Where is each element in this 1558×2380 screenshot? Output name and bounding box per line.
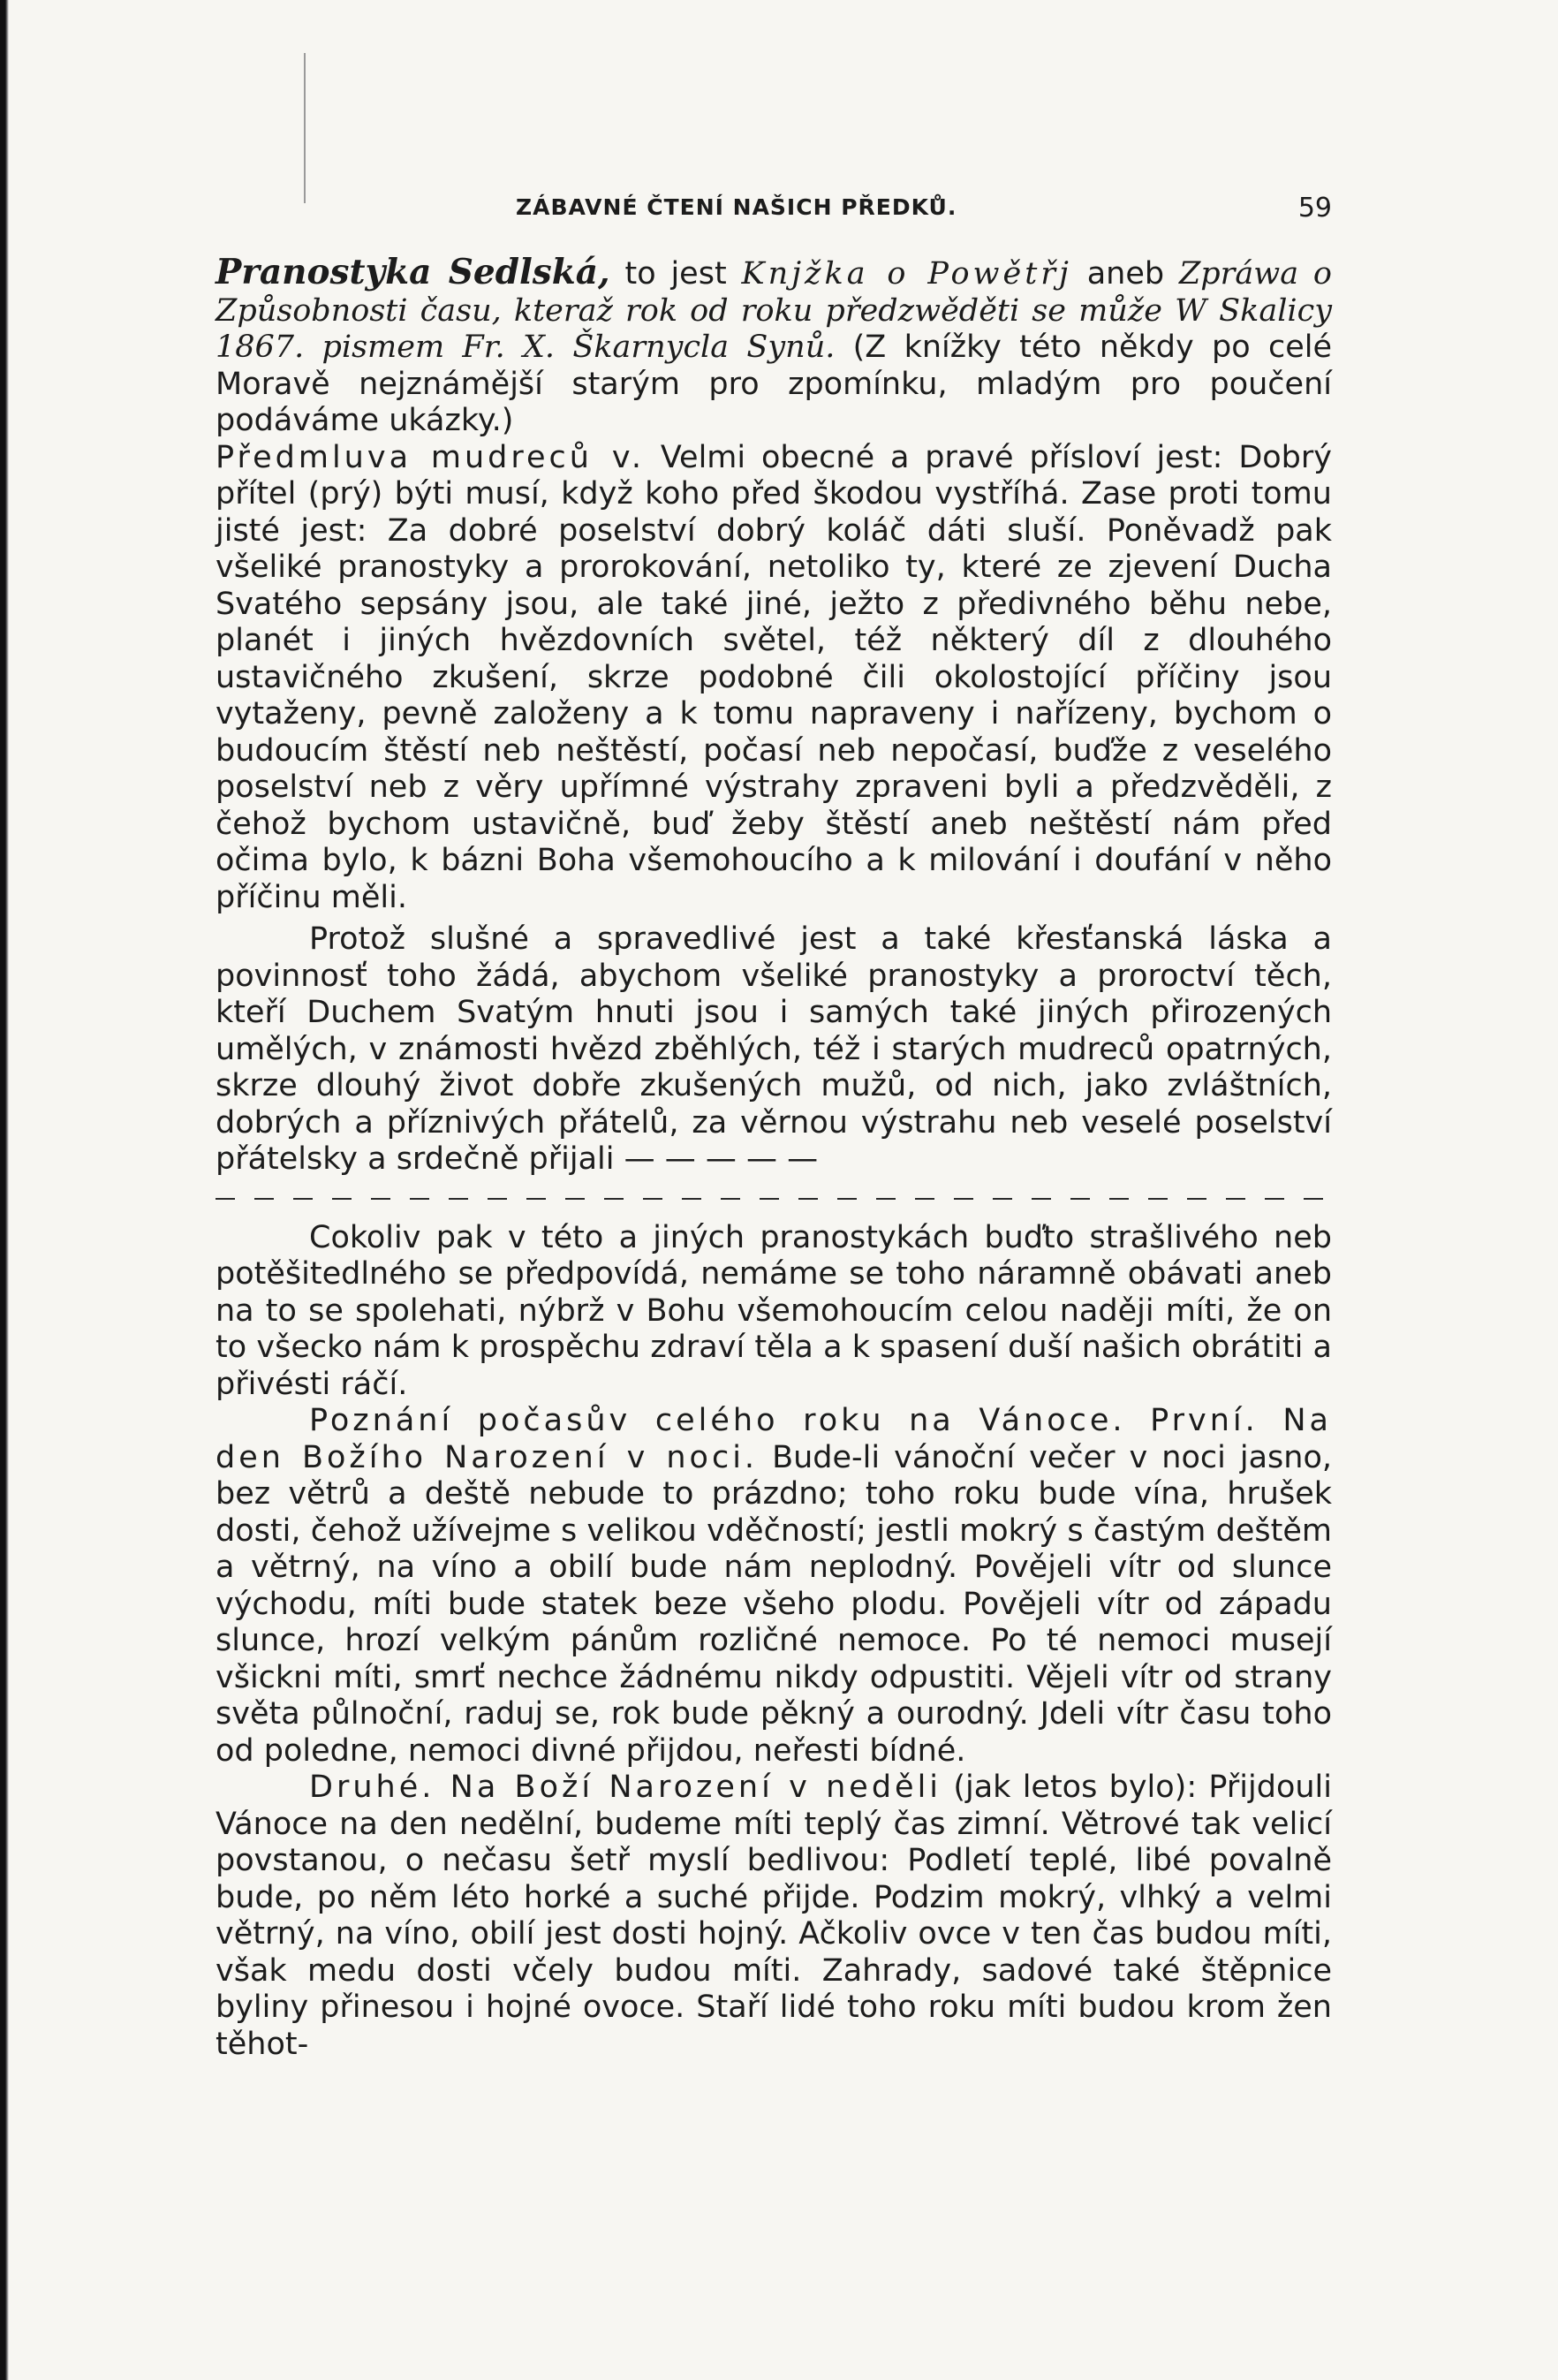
book-page <box>216 168 1332 2063</box>
page-body <box>216 254 1332 2063</box>
paragraph-2: Protož slušné a spravedlivé jest a také křesťanská láska a povinnosť toho žádá, abychom všeliké pranostyky a proroctví těch, kteří Duchem Svatým hnuti jsou i samých také jiných přirozených umělých, v známosti hvězd zběhlých, též i starých mudreců opatrných, skrze dlouhý život dobře zkušených mužů, od nich, jako zvláštních, dobrých a příznivých přátelů, za věrnou výstrahu neb veselé poselství přátelsky a srdečně přijali — — — — — <box>216 921 1332 1177</box>
dash-separator <box>216 1179 1332 1215</box>
title-connector-2: aneb <box>1071 256 1179 292</box>
section-1-text: Bude-li vánoční večer v noci jasno, bez větrů a deště nebude to prázdno; toho roku bude vína, hrušek dosti, čehož užívejme s velikou vděčností; jestli mokrý s častým deštěm a větrný, na víno a obilí bude nám neplodný. Povějeli vítr od slunce východu, míti bude statek beze všeho plodu. Povějeli vítr od západu slunce, hrozí velkým pánům rozličné nemoce. Po té nemoci musejí všickni míti, smrť nechce žádnému nikdy odpustiti. Vějeli vítr od strany světa půlnoční, raduj se, rok bude pěkný a ourodný. Jdeli vítr času toho od poledne, nemoci divné přijdou, neřesti bídné. <box>216 1439 1332 1769</box>
page-number: 59 <box>1297 193 1332 224</box>
editor-note: (Z knížky této někdy po celé Moravě nejznámější starým pro zpomínku, mladým pro poučení podáváme ukázky.) <box>216 330 1332 438</box>
section-2-text: (jak letos bylo): Přijdouli Vánoce na den nedělní, budeme míti teplý čas zimní. Větrové tak velicí povstanou, o nečasu šetř myslí bedlivou: Podletí teplé, libé povalně bude, po něm léto horké a suché přijde. Podzim mokrý, vlhký a velmi větrný, na víno, obilí jest dosti hojný. Ačkoliv ovce v ten čas budou míti, však medu dosti včely budou míti. Zahrady, sadové také štěpnice byliny přinesou i hojné ovoce. Staří lidé toho roku míti budou krom žen těhot- <box>216 1770 1332 2062</box>
section-2-paragraph <box>216 1770 1332 2063</box>
preface-paragraph <box>216 440 1332 917</box>
book-subtitle: Knjžka o Powětřj <box>741 256 1072 292</box>
scan-left-edge <box>0 0 9 2380</box>
book-title: Pranostyka Sedlská, <box>216 252 610 292</box>
title-connector-1: to jest <box>609 256 742 292</box>
preface-text: Velmi obecné a pravé přísloví jest: Dobrý přítel (prý) býti musí, když koho před škodou vystříhá. Zase proti tomu jisté jest: Za dobré poselství dobrý koláč dáti sluší. Poněvadž pak všeliké pranostyky a prorokování, netoliko ty, které ze zjevení Ducha Svatého sepsány jsou, ale také jiné, ježto z předivného běhu nebe, planét i jiných hvězdovních světel, též některý díl z dlouhého ustavičného zkušení, skrze podobné čili okolostojící příčiny jsou vytaženy, pevně založeny a k tomu napraveny i nařízeny, bychom o budoucím štěstí neb neštěstí, počasí neb nepočasí, buďže z veselého poselství neb z věry upřímné výstrahy zpraveni byli a předzvěděli, z čehož bychom ustavičně, buď žeby štěstí aneb neštěstí nám před očima bylo, k bázni Boha všemohoucího a k milování i doufání v něho příčinu měli. <box>216 439 1332 915</box>
title-block <box>216 254 1332 440</box>
paragraph-3: Cokoliv pak v této a jiných pranostykách buďto strašlivého neb potěšitedlného se předpovídá, nemáme se toho náramně obávati aneb na to se spolehati, nýbrž v Bohu všemohoucím celou naději míti, že on to všecko nám k prospěchu zdraví těla a k spasení duší našich obrátiti a přivésti ráčí. <box>216 1219 1332 1402</box>
preface-heading: Předmluva mudreců v. <box>216 439 645 475</box>
running-title: ZÁBAVNÉ ČTENÍ NAŠICH PŘEDKŮ. <box>516 194 957 220</box>
section-1-heading: Poznání počasův celého roku na Vánoce. První. Na den Božího Narození v noci. <box>216 1403 1332 1475</box>
section-2-heading: Druhé. Na Boží Narození v neděli <box>309 1770 942 1805</box>
page-header <box>216 168 1332 239</box>
book-subtitle-2: Zpráwa o Způsobnosti času, kteraž rok od roku předzwěděti se může W Skalicy 1867. pismem Fr. X. Škarnycla Synů. <box>216 256 1332 365</box>
section-1-paragraph <box>216 1403 1332 1770</box>
